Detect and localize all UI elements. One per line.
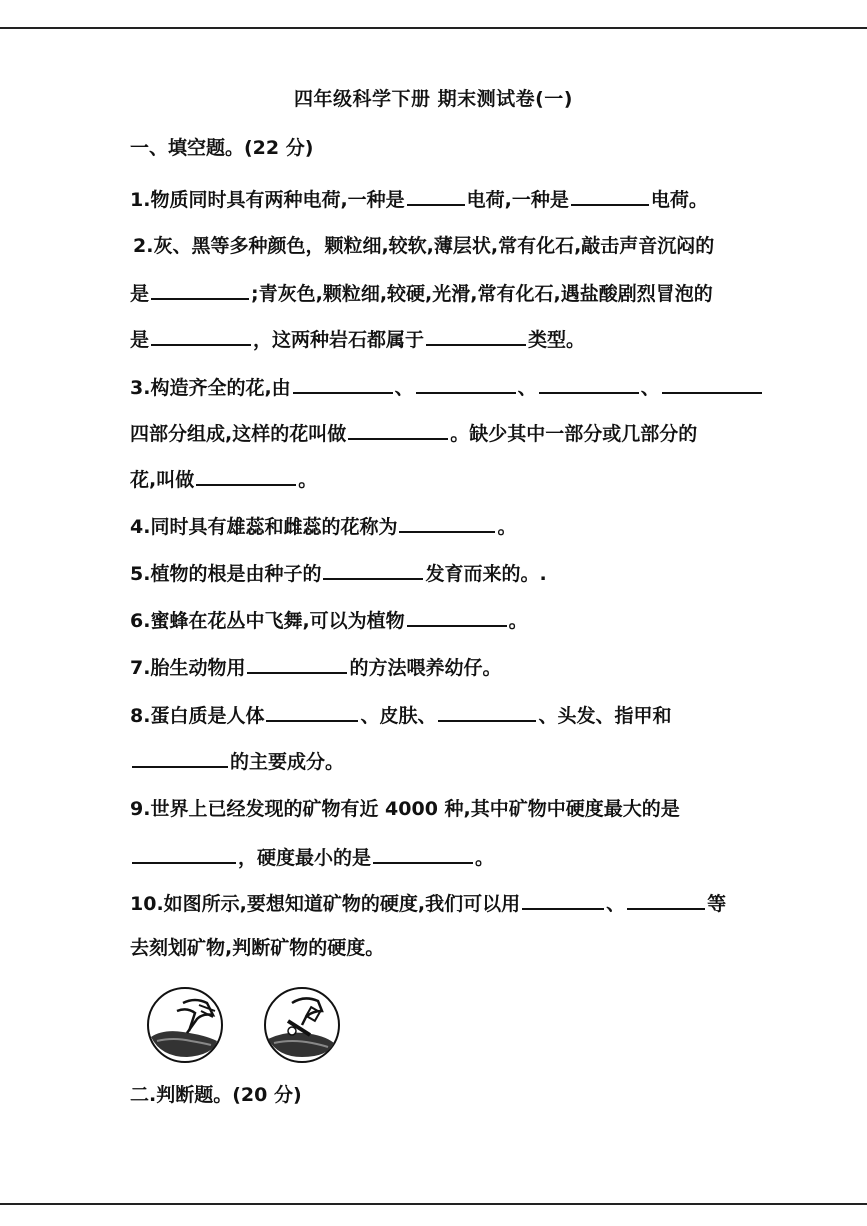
- question-8-line-2: 的主要成分。: [130, 746, 344, 776]
- answer-blank[interactable]: [416, 372, 516, 394]
- page-title: 四年级科学下册 期末测试卷(一): [294, 88, 573, 110]
- section-heading-true-false: 二.判断题。(20 分): [130, 1084, 302, 1106]
- answer-blank[interactable]: [132, 746, 228, 768]
- question-8-line-1: 8.蛋白质是人体 、皮肤、 、头发、指甲和: [130, 700, 671, 730]
- question-6: 6.蜜蜂在花丛中飞舞,可以为植物 。: [130, 605, 528, 635]
- bottom-rule: [0, 1203, 867, 1205]
- answer-blank[interactable]: [132, 842, 236, 864]
- answer-blank[interactable]: [399, 511, 495, 533]
- question-2-line-2: 是 ;青灰色,颗粒细,较硬,光滑,常有化石,遇盐酸剧烈冒泡的: [130, 278, 713, 308]
- question-3-line-3: 花,叫做 。: [130, 464, 317, 494]
- answer-blank[interactable]: [293, 372, 393, 394]
- answer-blank[interactable]: [571, 184, 649, 206]
- answer-blank[interactable]: [407, 605, 507, 627]
- answer-blank[interactable]: [627, 888, 705, 910]
- question-7: 7.胎生动物用 的方法喂养幼仔。: [130, 652, 501, 682]
- answer-blank[interactable]: [266, 700, 358, 722]
- answer-blank[interactable]: [407, 184, 465, 206]
- scratch-with-knife-icon: [262, 985, 344, 1065]
- question-10-line-1: 10.如图所示,要想知道矿物的硬度,我们可以用 、 等: [130, 888, 726, 918]
- question-3-line-2: 四部分组成,这样的花叫做 。缺少其中一部分或几部分的: [130, 418, 697, 448]
- answer-blank[interactable]: [196, 464, 296, 486]
- question-4: 4.同时具有雄蕊和雌蕊的花称为 。: [130, 511, 516, 541]
- question-1: 1.物质同时具有两种电荷,一种是 电荷,一种是 电荷。: [130, 184, 708, 214]
- answer-blank[interactable]: [323, 558, 423, 580]
- answer-blank[interactable]: [522, 888, 604, 910]
- answer-blank[interactable]: [151, 278, 249, 300]
- answer-blank[interactable]: [151, 324, 251, 346]
- question-2-line-1: 2.灰、黑等多种颜色，颗粒细,较软,薄层状,常有化石,敲击声音沉闷的: [133, 235, 715, 257]
- top-rule: [0, 27, 867, 29]
- answer-blank[interactable]: [438, 700, 536, 722]
- question-9-line-2: ，硬度最小的是 。: [130, 842, 494, 872]
- answer-blank[interactable]: [373, 842, 473, 864]
- answer-blank[interactable]: [662, 372, 762, 394]
- answer-blank[interactable]: [539, 372, 639, 394]
- question-3-line-1: 3.构造齐全的花,由 、 、 、: [130, 372, 764, 402]
- question-5: 5.植物的根是由种子的 发育而来的。.: [130, 558, 547, 588]
- question-10-line-2: 去刻划矿物,判断矿物的硬度。: [130, 937, 385, 959]
- question-9-line-1: 9.世界上已经发现的矿物有近 4000 种,其中矿物中硬度最大的是: [130, 798, 680, 820]
- scratch-with-nail-icon: [143, 985, 227, 1065]
- answer-blank[interactable]: [348, 418, 448, 440]
- section-heading-fill-in: 一、填空题。(22 分): [130, 137, 314, 159]
- question-2-line-3: 是 ，这两种岩石都属于 类型。: [130, 324, 585, 354]
- answer-blank[interactable]: [247, 652, 347, 674]
- answer-blank[interactable]: [426, 324, 526, 346]
